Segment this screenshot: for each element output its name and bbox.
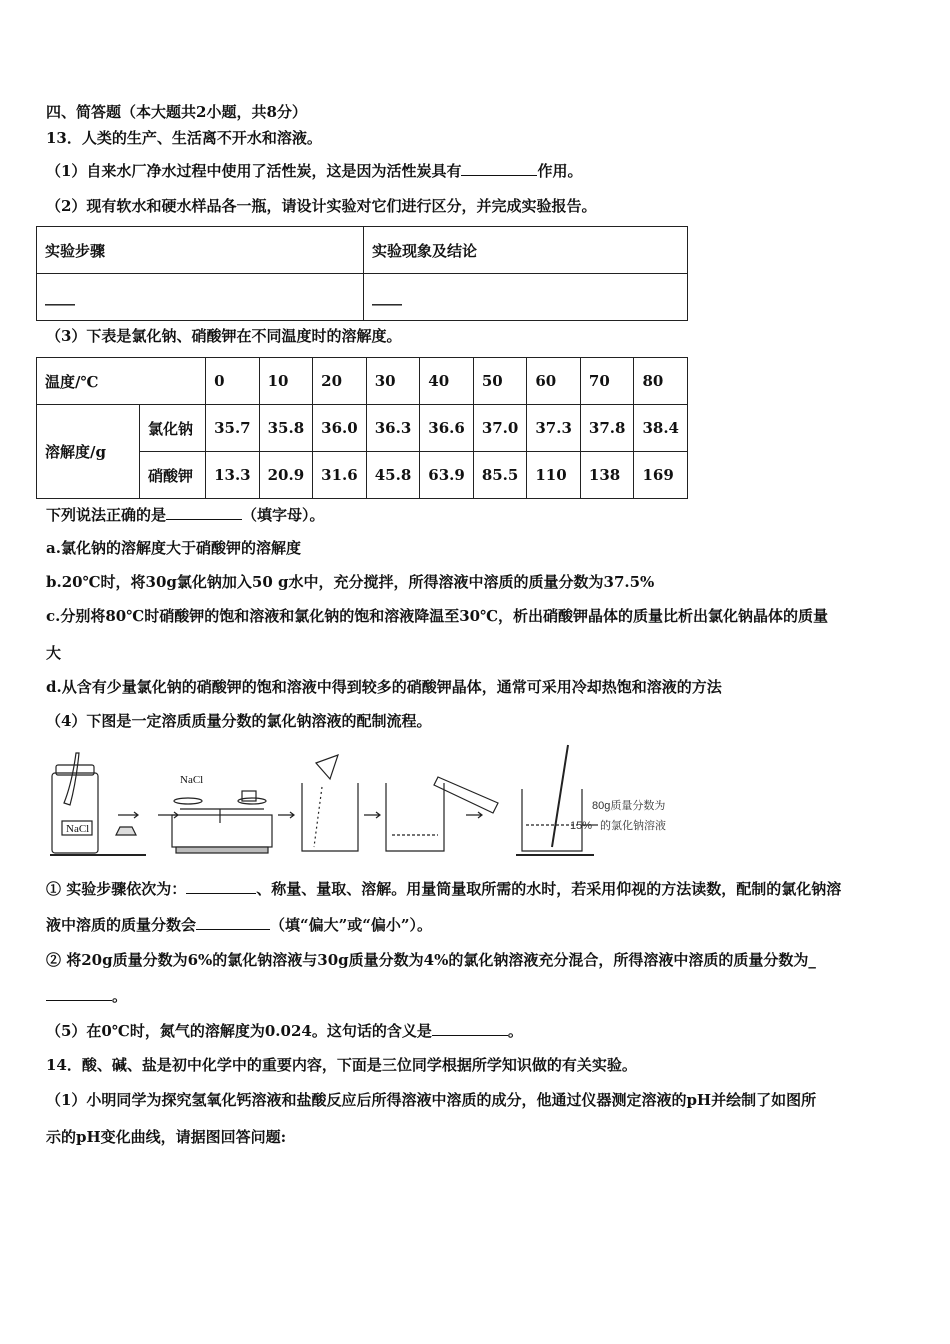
temp-cell: 70 xyxy=(580,358,634,405)
p41-line2-post: （填“偏大”或“偏小”）。 xyxy=(270,916,433,934)
answer-blank[interactable] xyxy=(196,915,270,930)
q13-part4-1-cont xyxy=(46,915,432,935)
nacl-cell: 35.7 xyxy=(206,405,260,452)
report-cell-result[interactable]: ____ xyxy=(364,274,688,321)
arrow-icon xyxy=(118,812,138,818)
q13-part4-2-cont xyxy=(46,986,127,1006)
answer-blank[interactable] xyxy=(461,161,537,176)
section-heading: 四、简答题（本大题共2小题，共8分） xyxy=(46,103,307,121)
nacl-cell: 37.0 xyxy=(473,405,527,452)
option-c: c.分别将80℃时硝酸钾的饱和溶液和氯化钠的饱和溶液降温至30℃，析出硝酸钾晶体的质量比析出氯化钠晶体的质量 xyxy=(46,607,829,625)
nacl-cell: 37.3 xyxy=(527,405,581,452)
nacl-cell: 38.4 xyxy=(634,405,688,452)
solution-preparation-figure xyxy=(46,743,706,858)
kno3-cell: 85.5 xyxy=(473,452,527,499)
q13-part3-prompt xyxy=(46,505,325,525)
p5-post: 。 xyxy=(507,1022,523,1040)
q13-part4: （4）下图是一定溶质质量分数的氯化钠溶液的配制流程。 xyxy=(46,712,432,730)
p41-line2-pre: 液中溶质的质量分数会 xyxy=(46,916,197,934)
p5-pre: （5）在0℃时，氮气的溶解度为0.024。这句话的含义是 xyxy=(46,1022,432,1040)
temp-cell: 40 xyxy=(420,358,474,405)
report-header-result: 实验现象及结论 xyxy=(364,227,688,274)
answer-blank[interactable] xyxy=(46,986,112,1001)
nacl-cell: 37.8 xyxy=(580,405,634,452)
answer-blank[interactable] xyxy=(432,1021,508,1036)
kno3-cell: 13.3 xyxy=(206,452,260,499)
stopper-icon xyxy=(116,827,136,835)
nacl-cell: 36.6 xyxy=(420,405,474,452)
jar-label: NaCl xyxy=(66,823,90,835)
temp-cell: 50 xyxy=(473,358,527,405)
q14-part1-cont: 示的pH变化曲线，请据图回答问题: xyxy=(46,1128,287,1146)
figure-note-2: 的氯化钠溶液 xyxy=(600,820,666,832)
option-b: b.20℃时，将30g氯化钠加入50 g水中，充分搅拌，所得溶液中溶质的质量分数为37.5% xyxy=(46,573,655,591)
beaker-icon xyxy=(302,755,358,851)
q13-part4-1 xyxy=(46,879,841,899)
kno3-cell: 63.9 xyxy=(420,452,474,499)
temp-cell: 30 xyxy=(366,358,420,405)
q14-part1: （1）小明同学为探究氢氧化钙溶液和盐酸反应后所得溶液中溶质的成分，他通过仪器测定溶液的pH并绘制了如图所 xyxy=(46,1091,817,1109)
solubility-table xyxy=(36,357,688,499)
p41-mid: 、称量、量取、溶解。用量筒量取所需的水时，若采用仰视的方法读数，配制的氯化钠溶 xyxy=(256,880,842,898)
temp-cell: 60 xyxy=(527,358,581,405)
option-c-cont: 大 xyxy=(46,644,62,662)
p42-line2-post: 。 xyxy=(112,987,128,1005)
temp-cell: 80 xyxy=(634,358,688,405)
q13-part1 xyxy=(46,161,582,181)
q13-part4-2: ② 将20g质量分数为6%的氯化钠溶液与30g质量分数为4%的氯化钠溶液充分混合，所得溶液中溶质的质量分数为_ xyxy=(46,951,816,969)
q13-part5 xyxy=(46,1021,523,1041)
row-name-nacl: 氯化钠 xyxy=(140,405,206,452)
kno3-cell: 20.9 xyxy=(259,452,313,499)
q13-part2: （2）现有软水和硬水样品各一瓶，请设计实验对它们进行区分，并完成实验报告。 xyxy=(46,197,597,215)
kno3-cell: 110 xyxy=(527,452,581,499)
nacl-cell: 36.0 xyxy=(313,405,367,452)
spatula-icon xyxy=(64,753,79,805)
q13-part1-pre: （1）自来水厂净水过程中使用了活性炭，这是因为活性炭具有 xyxy=(46,162,462,180)
prompt-pre: 下列说法正确的是 xyxy=(46,506,167,524)
figure-note-percent: 15% xyxy=(570,820,593,832)
nacl-cell: 35.8 xyxy=(259,405,313,452)
kno3-cell: 138 xyxy=(580,452,634,499)
q13-part1-post: 作用。 xyxy=(537,162,583,180)
solubility-label: 溶解度/g xyxy=(37,405,140,499)
temp-cell: 20 xyxy=(313,358,367,405)
temp-cell: 10 xyxy=(259,358,313,405)
kno3-cell: 45.8 xyxy=(366,452,420,499)
nacl-cell: 36.3 xyxy=(366,405,420,452)
option-a: a.氯化钠的溶解度大于硝酸钾的溶解度 xyxy=(46,539,301,557)
figure-note-1: 80g质量分数为 xyxy=(592,800,666,812)
temp-label: 温度/℃ xyxy=(37,358,206,405)
q13-stem: 13．人类的生产、生活离不开水和溶液。 xyxy=(46,129,322,147)
row-name-kno3: 硝酸钾 xyxy=(140,452,206,499)
report-cell-steps[interactable]: ____ xyxy=(37,274,364,321)
prompt-post: （填字母）。 xyxy=(242,506,325,524)
option-d: d.从含有少量氯化钠的硝酸钾的饱和溶液中得到较多的硝酸钾晶体，通常可采用冷却热饱和溶液的方法 xyxy=(46,678,722,696)
balance-icon xyxy=(172,791,272,853)
balance-label: NaCl xyxy=(180,774,204,786)
q14-stem: 14．酸、碱、盐是初中化学中的重要内容，下面是三位同学根据所学知识做的有关实验。 xyxy=(46,1056,637,1074)
kno3-cell: 31.6 xyxy=(313,452,367,499)
answer-blank[interactable] xyxy=(186,879,256,894)
p41-pre: ① 实验步骤依次为： xyxy=(46,880,187,898)
report-header-steps: 实验步骤 xyxy=(37,227,364,274)
q13-part3: （3）下表是氯化钠、硝酸钾在不同温度时的溶解度。 xyxy=(46,327,402,345)
stirring-beaker-icon xyxy=(522,745,582,851)
kno3-cell: 169 xyxy=(634,452,688,499)
experiment-report-table xyxy=(36,226,688,321)
answer-blank[interactable] xyxy=(166,505,242,520)
temp-cell: 0 xyxy=(206,358,260,405)
